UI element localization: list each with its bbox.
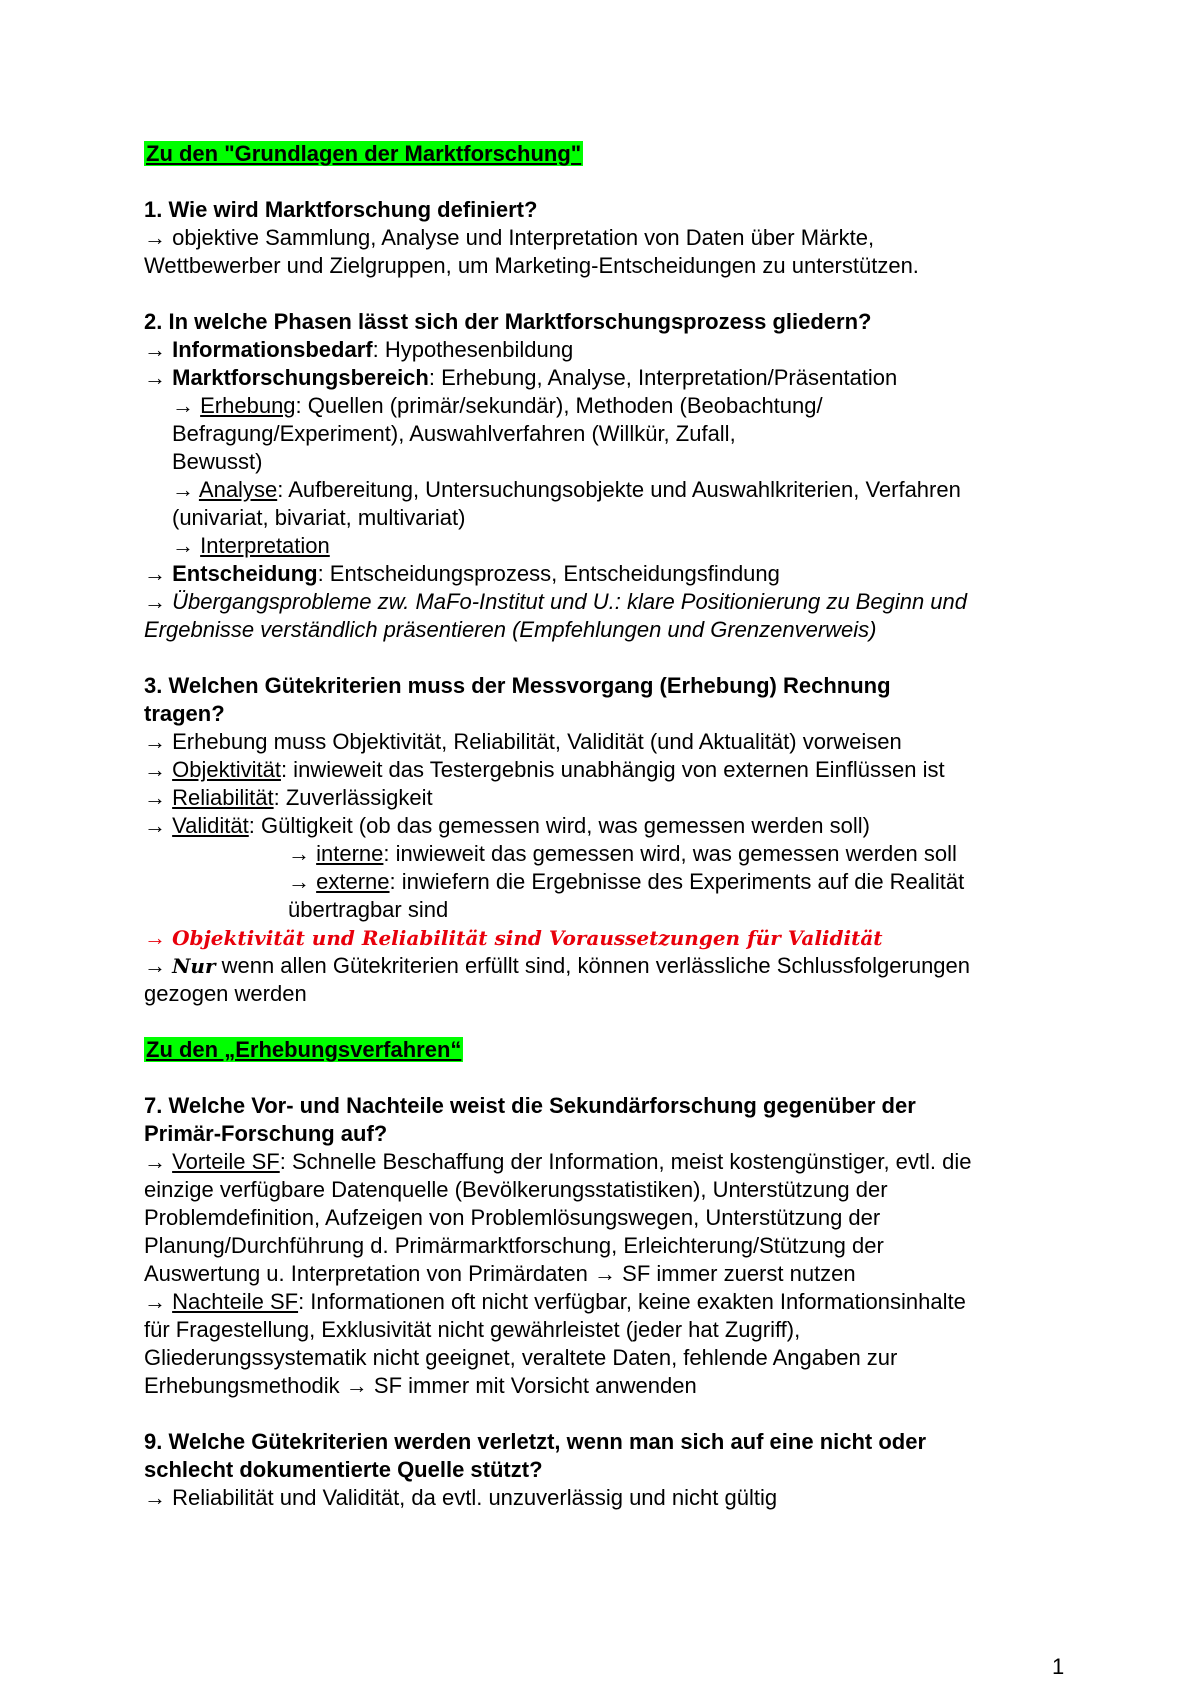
answer-line: übertragbar sind xyxy=(288,897,449,922)
arrow-icon: → xyxy=(144,589,166,614)
question-1: 1. Wie wird Marktforschung definiert? xyxy=(144,197,538,222)
answer-line: → Interpretation xyxy=(172,533,330,558)
answer-line: Erhebungsmethodik → SF immer mit Vorsicht anwenden xyxy=(144,1373,697,1398)
arrow-icon: → xyxy=(144,561,166,586)
answer-line: Gliederungssystematik nicht geeignet, veraltete Daten, fehlende Angaben zur xyxy=(144,1345,898,1370)
answer-line: → Nachteile SF: Informationen oft nicht verfügbar, keine exakten Informationsinhalte xyxy=(144,1289,966,1314)
arrow-icon: → xyxy=(144,729,166,754)
question-7-cont: Primär-Forschung auf? xyxy=(144,1121,388,1146)
arrow-icon: → xyxy=(144,365,166,390)
page-number: 1 xyxy=(1052,1654,1065,1679)
answer-line: → externe: inwiefern die Ergebnisse des Experiments auf die Realität xyxy=(288,869,965,894)
question-2: 2. In welche Phasen lässt sich der Marktforschungsprozess gliedern? xyxy=(144,309,872,334)
section-heading-grundlagen: Zu den "Grundlagen der Marktforschung" xyxy=(146,141,582,166)
answer-line: → Objektivität und Reliabilität sind Voraussetzungen für Validität xyxy=(144,925,883,950)
answer-line: → Übergangsprobleme zw. MaFo-Institut und U.: klare Positionierung zu Beginn und xyxy=(144,589,968,614)
arrow-icon: → xyxy=(172,533,194,558)
answer-line: → Objektivität: inwieweit das Testergebnis unabhängig von externen Einflüssen ist xyxy=(144,757,945,782)
arrow-icon: → xyxy=(144,337,166,362)
arrow-icon: → xyxy=(144,225,166,250)
answer-line: Bewusst) xyxy=(172,449,263,474)
arrow-icon: → xyxy=(594,1261,617,1286)
arrow-icon: → xyxy=(172,477,194,502)
answer-line: → objektive Sammlung, Analyse und Interpretation von Daten über Märkte, xyxy=(144,225,875,250)
answer-line: einzige verfügbare Datenquelle (Bevölkerungsstatistiken), Unterstützung der xyxy=(144,1177,888,1202)
answer-line: → Vorteile SF: Schnelle Beschaffung der Information, meist kostengünstiger, evtl. die xyxy=(144,1149,972,1174)
question-3-cont: tragen? xyxy=(144,701,225,726)
answer-line: Wettbewerber und Zielgruppen, um Marketing-Entscheidungen zu unterstützen. xyxy=(144,253,919,278)
arrow-icon: → xyxy=(288,841,310,866)
arrow-icon: → xyxy=(144,1149,166,1174)
arrow-icon: → xyxy=(288,869,310,894)
arrow-icon: → xyxy=(345,1373,368,1398)
arrow-icon: → xyxy=(144,953,166,978)
question-9-cont: schlecht dokumentierte Quelle stützt? xyxy=(144,1457,543,1482)
question-9: 9. Welche Gütekriterien werden verletzt, wenn man sich auf eine nicht oder xyxy=(144,1429,927,1454)
answer-line: Planung/Durchführung d. Primärmarktforschung, Erleichterung/Stützung der xyxy=(144,1233,884,1258)
arrow-icon: → xyxy=(144,1485,166,1510)
answer-line: Befragung/Experiment), Auswahlverfahren (Willkür, Zufall, xyxy=(172,421,736,446)
answer-line: → Entscheidung: Entscheidungsprozess, Entscheidungsfindung xyxy=(144,561,780,586)
document-body xyxy=(144,140,1074,1512)
arrow-icon: → xyxy=(144,813,166,838)
answer-line: Problemdefinition, Aufzeigen von Problemlösungswegen, Unterstützung der xyxy=(144,1205,881,1230)
answer-line: → Erhebung: Quellen (primär/sekundär), Methoden (Beobachtung/ xyxy=(172,393,823,418)
arrow-icon: → xyxy=(144,925,166,950)
question-7: 7. Welche Vor- und Nachteile weist die Sekundärforschung gegenüber der xyxy=(144,1093,916,1118)
answer-line: gezogen werden xyxy=(144,981,307,1006)
answer-line: → Validität: Gültigkeit (ob das gemessen wird, was gemessen werden soll) xyxy=(144,813,870,838)
answer-line: Auswertung u. Interpretation von Primärdaten → SF immer zuerst nutzen xyxy=(144,1261,856,1286)
question-3: 3. Welchen Gütekriterien muss der Messvorgang (Erhebung) Rechnung xyxy=(144,673,891,698)
answer-line: für Fragestellung, Exklusivität nicht gewährleistet (jeder hat Zugriff), xyxy=(144,1317,801,1342)
answer-line: → Nur wenn allen Gütekriterien erfüllt sind, können verlässliche Schlussfolgerungen xyxy=(144,953,971,978)
answer-line: (univariat, bivariat, multivariat) xyxy=(172,505,466,530)
answer-line: → Informationsbedarf: Hypothesenbildung xyxy=(144,337,574,362)
answer-line: → Reliabilität: Zuverlässigkeit xyxy=(144,785,433,810)
arrow-icon: → xyxy=(172,393,194,418)
answer-line: Ergebnisse verständlich präsentieren (Empfehlungen und Grenzenverweis) xyxy=(144,617,877,642)
answer-line: → Reliabilität und Validität, da evtl. unzuverlässig und nicht gültig xyxy=(144,1485,778,1510)
answer-line: → Analyse: Aufbereitung, Untersuchungsobjekte und Auswahlkriterien, Verfahren xyxy=(172,477,961,502)
answer-line: → interne: inwieweit das gemessen wird, was gemessen werden soll xyxy=(288,841,957,866)
section-heading-erhebungsverfahren: Zu den „Erhebungsverfahren“ xyxy=(146,1037,462,1062)
arrow-icon: → xyxy=(144,1289,166,1314)
answer-line: → Marktforschungsbereich: Erhebung, Analyse, Interpretation/Präsentation xyxy=(144,365,898,390)
arrow-icon: → xyxy=(144,757,166,782)
answer-line: → Erhebung muss Objektivität, Reliabilität, Validität (und Aktualität) vorweisen xyxy=(144,729,902,754)
arrow-icon: → xyxy=(144,785,166,810)
